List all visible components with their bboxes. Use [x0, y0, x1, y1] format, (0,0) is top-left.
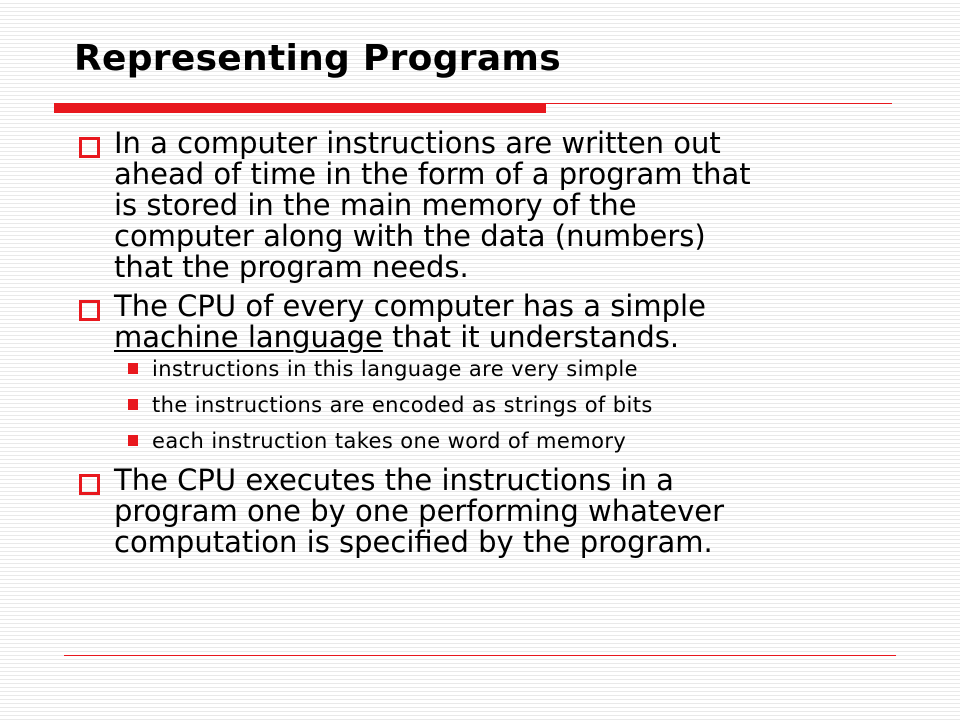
bullet-line: ahead of time in the form of a program that: [114, 157, 751, 191]
hollow-square-bullet-icon: [79, 300, 100, 321]
bullet-item: [76, 291, 936, 353]
bullet-item: [76, 128, 936, 283]
filled-square-bullet-icon: [128, 363, 138, 374]
bullet-line-rest: that it understands.: [382, 320, 680, 354]
bullet-line: In a computer instructions are written out: [114, 126, 721, 160]
bullet-line: The CPU of every computer has a simple: [114, 289, 706, 323]
filled-square-bullet-icon: [128, 435, 138, 446]
bullet-line: program one by one performing whatever: [114, 494, 725, 528]
filled-square-bullet-icon: [128, 399, 138, 410]
sub-bullet-item: [76, 423, 936, 459]
sub-bullet-text: the instructions are encoded as strings of bits: [152, 393, 653, 417]
underlined-term: machine language: [114, 320, 383, 354]
footer-rule: [64, 655, 896, 656]
hollow-square-bullet-icon: [79, 474, 100, 495]
title-underline-thick: [54, 103, 546, 113]
title-underline-thin: [546, 103, 892, 104]
bullet-line: is stored in the main memory of the: [114, 188, 637, 222]
sub-bullet-text: each instruction takes one word of memory: [152, 429, 627, 453]
bullet-item: [76, 465, 936, 558]
bullet-line: The CPU executes the instructions in a: [114, 463, 674, 497]
bullet-list: [76, 128, 936, 566]
sub-bullet-item: [76, 351, 936, 387]
bullet-line: [114, 322, 936, 353]
bullet-line: computation is specified by the program.: [114, 525, 713, 559]
bullet-line: computer along with the data (numbers): [114, 219, 706, 253]
bullet-line: that the program needs.: [114, 250, 469, 284]
sub-bullet-item: [76, 387, 936, 423]
sub-bullet-list: [76, 351, 936, 459]
slide-title: Representing Programs: [74, 38, 561, 79]
sub-bullet-text: instructions in this language are very simple: [152, 357, 638, 381]
hollow-square-bullet-icon: [79, 137, 100, 158]
